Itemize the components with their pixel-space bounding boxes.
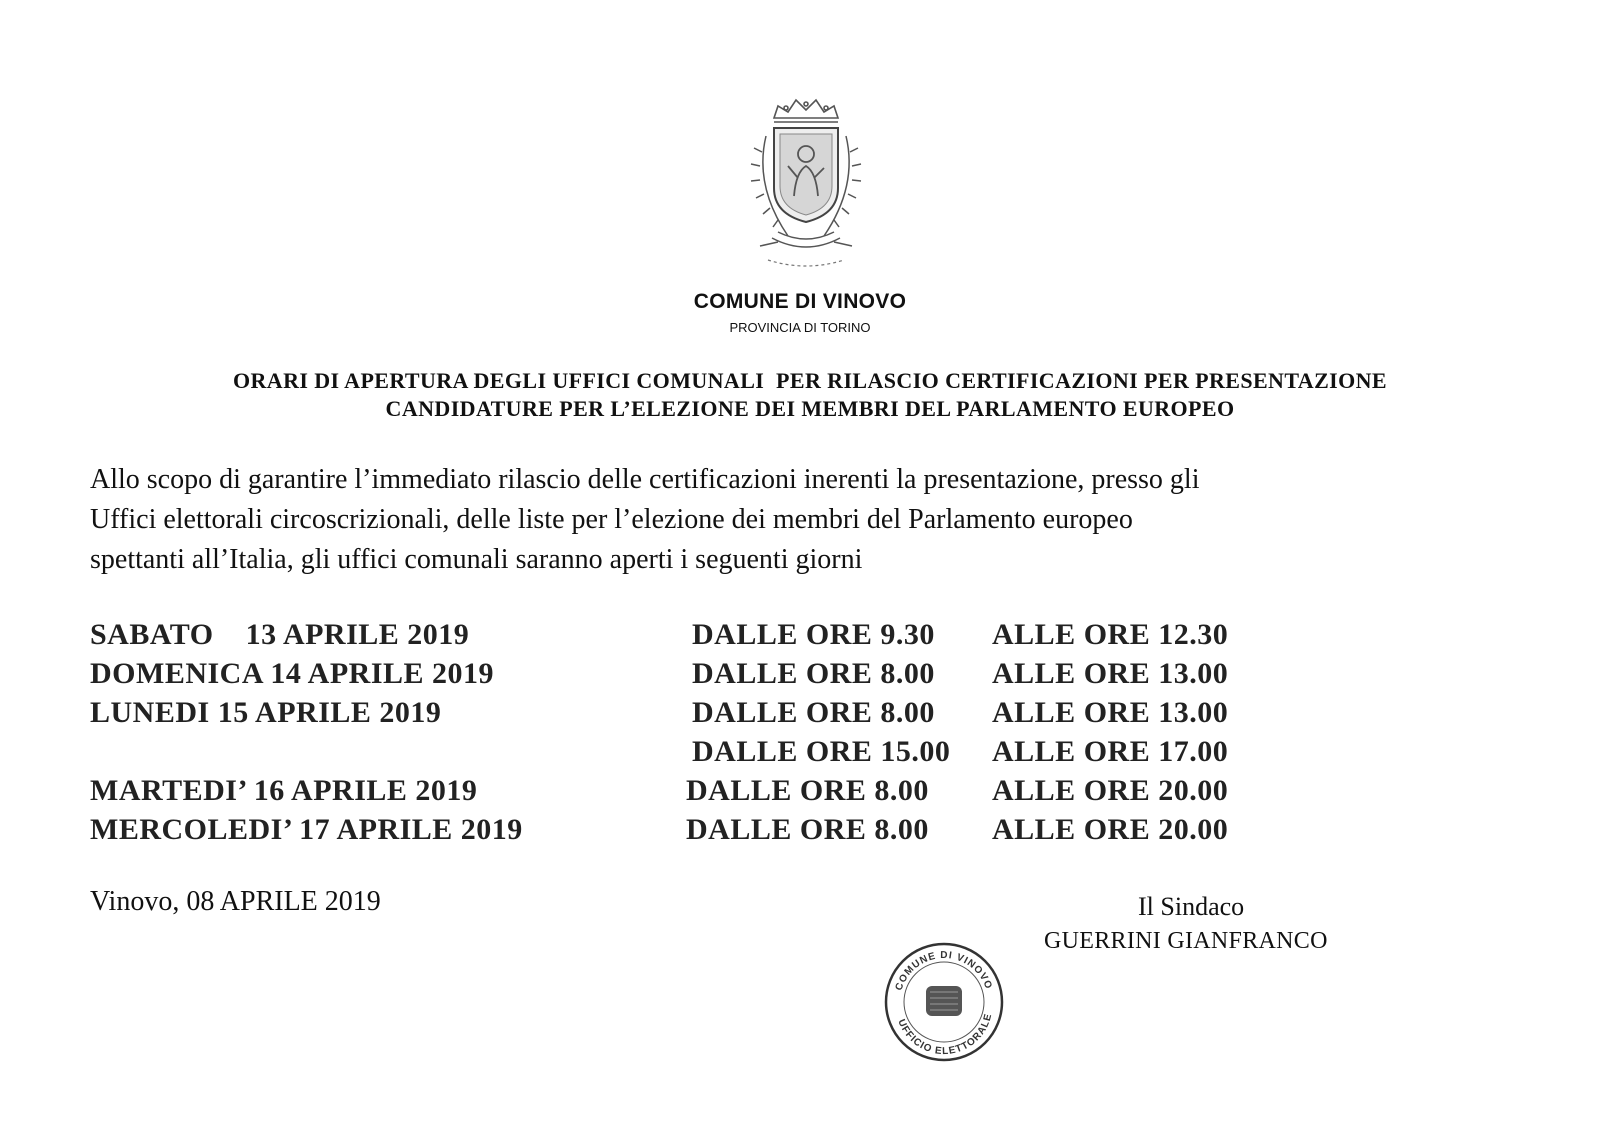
schedule-to: ALLE ORE 20.00: [992, 774, 1229, 807]
body-line: Uffici elettorali circoscrizionali, delle liste per l’elezione dei membri del Parlamento europeo: [90, 504, 1133, 535]
schedule-from: DALLE ORE 9.30: [692, 618, 935, 651]
schedule-row: [0, 696, 1600, 736]
stamp-text-top: COMUNE DI VINOVO: [893, 949, 995, 993]
schedule-to: ALLE ORE 12.30: [992, 618, 1229, 651]
notice-title-line-1: ORARI DI APERTURA DEGLI UFFICI COMUNALI PER RILASCIO CERTIFICAZIONI PER PRESENTAZIONE: [233, 368, 1387, 393]
schedule-from: DALLE ORE 8.00: [692, 696, 935, 729]
body-line: spettanti all’Italia, gli uffici comunali saranno aperti i seguenti giorni: [90, 544, 863, 575]
schedule-day: MARTEDI’ 16 APRILE 2019: [90, 774, 478, 807]
signer-role: Il Sindaco: [1138, 892, 1245, 921]
schedule-from: DALLE ORE 15.00: [692, 735, 951, 768]
schedule-row: [0, 657, 1600, 697]
schedule-row: [0, 774, 1600, 814]
body-line: Allo scopo di garantire l’immediato rilascio delle certificazioni inerenti la presentazione, presso gli: [90, 464, 1200, 495]
signer-name: GUERRINI GIANFRANCO: [1044, 928, 1328, 954]
stamp-text-bottom: UFFICIO ELETTORALE: [895, 1012, 995, 1058]
schedule-to: ALLE ORE 13.00: [992, 696, 1229, 729]
municipality-name: COMUNE DI VINOVO: [693, 290, 907, 313]
schedule-row: [0, 735, 1600, 775]
official-stamp-icon: [882, 940, 1006, 1064]
schedule-row: [0, 813, 1600, 853]
schedule-from: DALLE ORE 8.00: [686, 813, 929, 846]
schedule-day: SABATO 13 APRILE 2019: [90, 618, 470, 651]
place-and-date: Vinovo, 08 APRILE 2019: [90, 886, 381, 917]
schedule-from: DALLE ORE 8.00: [686, 774, 929, 807]
schedule-day: LUNEDI 15 APRILE 2019: [90, 696, 442, 729]
schedule-day: MERCOLEDI’ 17 APRILE 2019: [90, 813, 523, 846]
schedule-from: DALLE ORE 8.00: [692, 657, 935, 690]
coat-of-arms-icon: [738, 96, 874, 280]
province-name: PROVINCIA DI TORINO: [729, 320, 871, 335]
schedule-to: ALLE ORE 13.00: [992, 657, 1229, 690]
schedule-day: DOMENICA 14 APRILE 2019: [90, 657, 495, 690]
notice-title-line-2: CANDIDATURE PER L’ELEZIONE DEI MEMBRI DEL PARLAMENTO EUROPEO: [385, 396, 1235, 421]
notice-body: [90, 460, 1490, 580]
schedule-row: [0, 618, 1600, 658]
schedule-to: ALLE ORE 20.00: [992, 813, 1229, 846]
schedule-to: ALLE ORE 17.00: [992, 735, 1229, 768]
